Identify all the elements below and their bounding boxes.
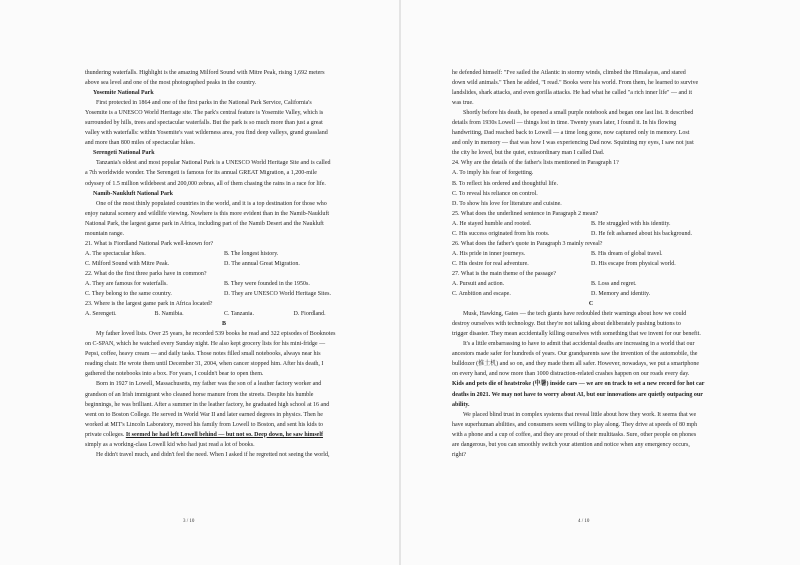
namib-line-3: National Park, the largest game park in Africa, including part of the Namib Desert and the Naukluft <box>85 220 324 227</box>
passage-c-line-10: ability. <box>452 401 470 408</box>
passage-b-line-6: Born in 1927 in Lowell, Massachusetts, my father was the son of a leather factory worker and <box>96 381 322 388</box>
passage-c-line-8: Kids and pets die of heatstroke (中暑) inside cars — we are on track to set a new record for hot car <box>452 381 705 388</box>
yosemite-line-2: Yosemite is a UNESCO World Heritage site. The park's central feature is Yosemite Valley, which is <box>85 110 324 117</box>
passage-b-cont-line-4: was true. <box>452 100 474 107</box>
namib-line-4: mountain range. <box>85 230 124 237</box>
section-b-heading: B <box>221 321 226 328</box>
q27-option-d: D. Memory and identity. <box>591 291 651 298</box>
passage-b-line-8: beginnings, he was brilliant. After a summer in the leather factory, he graduated high school at 16 and <box>85 401 330 408</box>
passage-c-line-9: deaths in 2021. We may not have to worry about AI, but our innovations are quietly outpacing our <box>452 391 703 398</box>
right-page <box>401 0 800 565</box>
q27-option-b: B. Loss and regret. <box>591 280 637 287</box>
q26-option-b: B. His dream of global travel. <box>591 250 663 257</box>
intro-line-1: thundering waterfalls. Highlight is the amazing Milford Sound with Mitre Peak, rising 1,692 meters <box>85 70 325 76</box>
passage-b-cont-line-1: he defended himself: "I've sailed the Atlantic in stormy winds, climbed the Himalayas, and stared <box>452 70 686 76</box>
passage-b-cont-line-7: handwriting, Dad reached back to Lowell — a time long gone, now captured only in memory. Lost <box>452 130 690 137</box>
q23-options <box>85 309 363 319</box>
serengeti-line-1: Tanzania's oldest and most popular National Park is a UNESCO World Heritage Site and is called <box>96 160 331 167</box>
yosemite-line-3: surrounded by hills, trees and spectacular waterfalls. But the park is so much more than just a great <box>85 120 323 127</box>
q21-stem: 21. What is Fiordland National Park well-known for? <box>85 240 214 247</box>
passage-b-line-11-text: private colleges. <box>85 431 125 438</box>
q25-options-ab <box>452 219 730 229</box>
serengeti-heading: Serengeti National Park <box>93 150 155 157</box>
passage-b-line-12: simply as a working-class Lowell kid who had just read a lot of books. <box>85 441 255 448</box>
passage-b-line-5: gathered the notebooks into a box. For years, I couldn't bear to open them. <box>85 371 264 378</box>
passage-b-line-11 <box>85 430 363 440</box>
passage-c-line-12: have superhuman abilities, and consumers seem willing to play along. They drive at speeds of 80 mph <box>452 421 698 428</box>
q22-stem: 22. What do the first three parks have in common? <box>85 270 207 277</box>
q21-options-ab <box>85 249 363 259</box>
right-page-number: 4 / 10 <box>578 519 590 524</box>
q26-options-ab <box>452 249 730 259</box>
underlined-sentence: It seemed he had left Lowell behind — but not so. Deep down, he saw himself <box>125 431 324 438</box>
passage-c-line-3: trigger disaster. They mean accidentally killing ourselves with something that we invent for our benefit. <box>452 331 701 338</box>
passage-b-line-13: He didn't travel much, and didn't feel the need. When I asked if he regretted not seeing the world, <box>96 451 330 458</box>
q24-option-a: A. To imply his fear of forgetting. <box>452 170 534 177</box>
q25-options-cd <box>452 229 730 239</box>
yosemite-heading: Yosemite National Park <box>93 90 154 97</box>
q25-option-c: C. His success originated from his roots. <box>452 230 550 237</box>
q25-option-a: A. He stayed humble and rooted. <box>452 220 532 227</box>
namib-line-1: One of the most thinly populated countries in the world, and it is a top destination for those who <box>96 200 327 207</box>
left-page-number: 3 / 10 <box>183 519 195 524</box>
passage-c-line-15: right? <box>452 451 466 458</box>
q23-option-b: B. Namibia. <box>154 311 184 318</box>
q23-option-d: D. Fiordland. <box>293 311 326 318</box>
q22-options-cd <box>85 289 363 299</box>
passage-c-line-2: destroy ourselves with technology. But they're not talking about deliberately pushing buttons to <box>452 321 681 328</box>
passage-c-line-14: are dangerous, but you can smoothly switch your attention and notice when any emergency occurs, <box>452 441 690 448</box>
passage-c-line-6: bulldozer (推土机) and so on, and they made them all safer. However, nowadays, we put a smartphone <box>452 361 700 368</box>
yosemite-line-1: First protected in 1864 and one of the first parks in the National Park Service, California's <box>96 100 312 107</box>
serengeti-line-3: odyssey of 1.5 million wildebeest and 200,000 zebras, all of them chasing the rains in a race for life. <box>85 180 326 187</box>
q27-option-a: A. Pursuit and action. <box>452 280 505 287</box>
q26-options-cd <box>452 259 730 269</box>
passage-b-line-9: went on to Boston College. He served in World War II and later earned degrees in physics. Then he <box>85 411 323 418</box>
q27-option-c: C. Ambition and escape. <box>452 291 511 298</box>
passage-b-cont-line-2: down wild animals." Then he added, "I read." Books were his world. From them, he learned to survive <box>452 80 699 87</box>
passage-b-cont-line-5: Shortly before his death, he opened a small purple notebook and began one last list. It described <box>463 110 694 117</box>
passage-b-line-3: Pepsi, coffee, heavy cream — and daily tasks. Those notes filled small notebooks, always near his <box>85 351 321 358</box>
passage-c-line-1: Musk, Hawking, Gates — the tech giants have redoubled their warnings about how we could <box>463 311 687 318</box>
passage-b-cont-line-9: the city he loved, but the quiet, extraordinary man I called Dad. <box>452 150 605 157</box>
q21-option-a: A. The spectacular hikes. <box>85 250 146 257</box>
section-c-heading: C <box>588 301 594 308</box>
q24-option-c: C. To reveal his reliance on control. <box>452 190 538 197</box>
q22-options-ab <box>85 279 363 289</box>
passage-c-line-7: on every hand, and now more than 1000 distraction-related crashes happen on our roads every day. <box>452 371 690 378</box>
q21-option-c: C. Milford Sound with Mitre Peak. <box>85 260 170 267</box>
q26-option-d: D. His escape from physical world. <box>591 260 676 267</box>
right-text-column <box>452 68 730 460</box>
q25-option-b: B. He struggled with his identity. <box>591 220 671 227</box>
q22-option-d: D. They are UNESCO World Heritage Sites. <box>224 291 331 298</box>
yosemite-line-5: and more than 800 miles of spectacular hikes. <box>85 140 195 147</box>
q26-option-a: A. His pride in inner journeys. <box>452 250 526 257</box>
passage-b-line-4: reading chair. He wrote them until December 31, 2004, when cancer stopped him. After his death, I <box>85 361 324 368</box>
q22-option-c: C. They belong to the same country. <box>85 291 172 298</box>
passage-b-line-1: My father loved lists. Over 25 years, he recorded 539 books he read and 322 episodes of Booknotes <box>96 331 336 338</box>
q26-option-c: C. His desire for real adventure. <box>452 260 529 267</box>
q22-option-a: A. They are famous for waterfalls. <box>85 280 168 287</box>
passage-b-cont-line-3: landslides, shark attacks, and even gorilla attacks. He had what he called "a rich inner life" — and it <box>452 90 692 97</box>
q24-stem: 24. Why are the details of the father's lists mentioned in Paragraph 1? <box>452 160 619 167</box>
passage-b-cont-line-6: details from 1930s Lowell — things lost in time. Twenty years later, I found it. In his flowing <box>452 120 677 127</box>
passage-b-line-2: on C-SPAN, which he watched every Sunday night. He also kept grocery lists for his mini-fridge — <box>85 341 326 348</box>
passage-c-line-11: We placed blind trust in complex systems that reveal little about how they work. It seems that we <box>463 411 697 418</box>
serengeti-line-2: a 7th worldwide wonder. The Serengeti is famous for its annual GREAT Migration, a 1,200-mile <box>85 170 317 177</box>
passage-b-cont-line-8: and only in memory — that was how I was experiencing Dad now. Squinting my eyes, I saw not just <box>452 140 694 147</box>
q27-stem: 27. What is the main theme of the passage? <box>452 270 557 277</box>
q21-options-cd <box>85 259 363 269</box>
q23-stem: 23. Where is the largest game park in Africa located? <box>85 301 213 308</box>
namib-line-2: enjoy natural scenery and wildlife viewing. Nowhere is this more evident than in the Namib-Naukluft <box>85 210 330 217</box>
passage-b-line-10: worked at MIT's Lincoln Laboratory, moved his family from Lowell to Boston, and sent his kids to <box>85 421 323 428</box>
q22-option-b: B. They were founded in the 1950s. <box>224 280 310 287</box>
q27-options-cd <box>452 289 730 299</box>
yosemite-line-4: valley with waterfalls: within Yosemite's vast wilderness area, you find deep valleys, grand grassland <box>85 130 328 137</box>
q21-option-b: B. The longest history. <box>224 250 279 257</box>
q23-option-a: A. Serengeti. <box>85 311 117 318</box>
intro-line-2: above sea level and one of the most photographed peaks in the country. <box>85 80 257 87</box>
q26-stem: 26. What does the father's quote in Paragraph 3 mainly reveal? <box>452 240 603 247</box>
passage-c-line-4: It's a little embarrassing to have to admit that accidental deaths are increasing in a world that our <box>463 341 695 348</box>
passage-c-line-5: ancestors made safer for hundreds of years. Our grandparents saw the invention of the automobile, the <box>452 351 698 358</box>
q24-option-d: D. To show his love for literature and cuisine. <box>452 200 562 207</box>
left-text-column <box>85 68 363 460</box>
passage-b-line-7: grandson of an Irish immigrant who cleaned horse manure from the streets. Despite his humble <box>85 391 314 398</box>
q21-option-d: D. The annual Great Migration. <box>224 260 300 267</box>
q23-option-c: C. Tanzania. <box>224 311 254 318</box>
left-page <box>0 0 399 565</box>
q24-option-b: B. To reflect his ordered and thoughtful life. <box>452 180 558 187</box>
q27-options-ab <box>452 279 730 289</box>
passage-c-line-13: with a phone and a cup of coffee, and they are proud of their multitasks. Sure, other people on phones <box>452 431 697 438</box>
namib-heading: Namib-Naukluft National Park <box>93 190 174 197</box>
q25-stem: 25. What does the underlined sentence in Paragraph 2 mean? <box>452 210 599 217</box>
q25-option-d: D. He felt ashamed about his background. <box>591 230 692 237</box>
